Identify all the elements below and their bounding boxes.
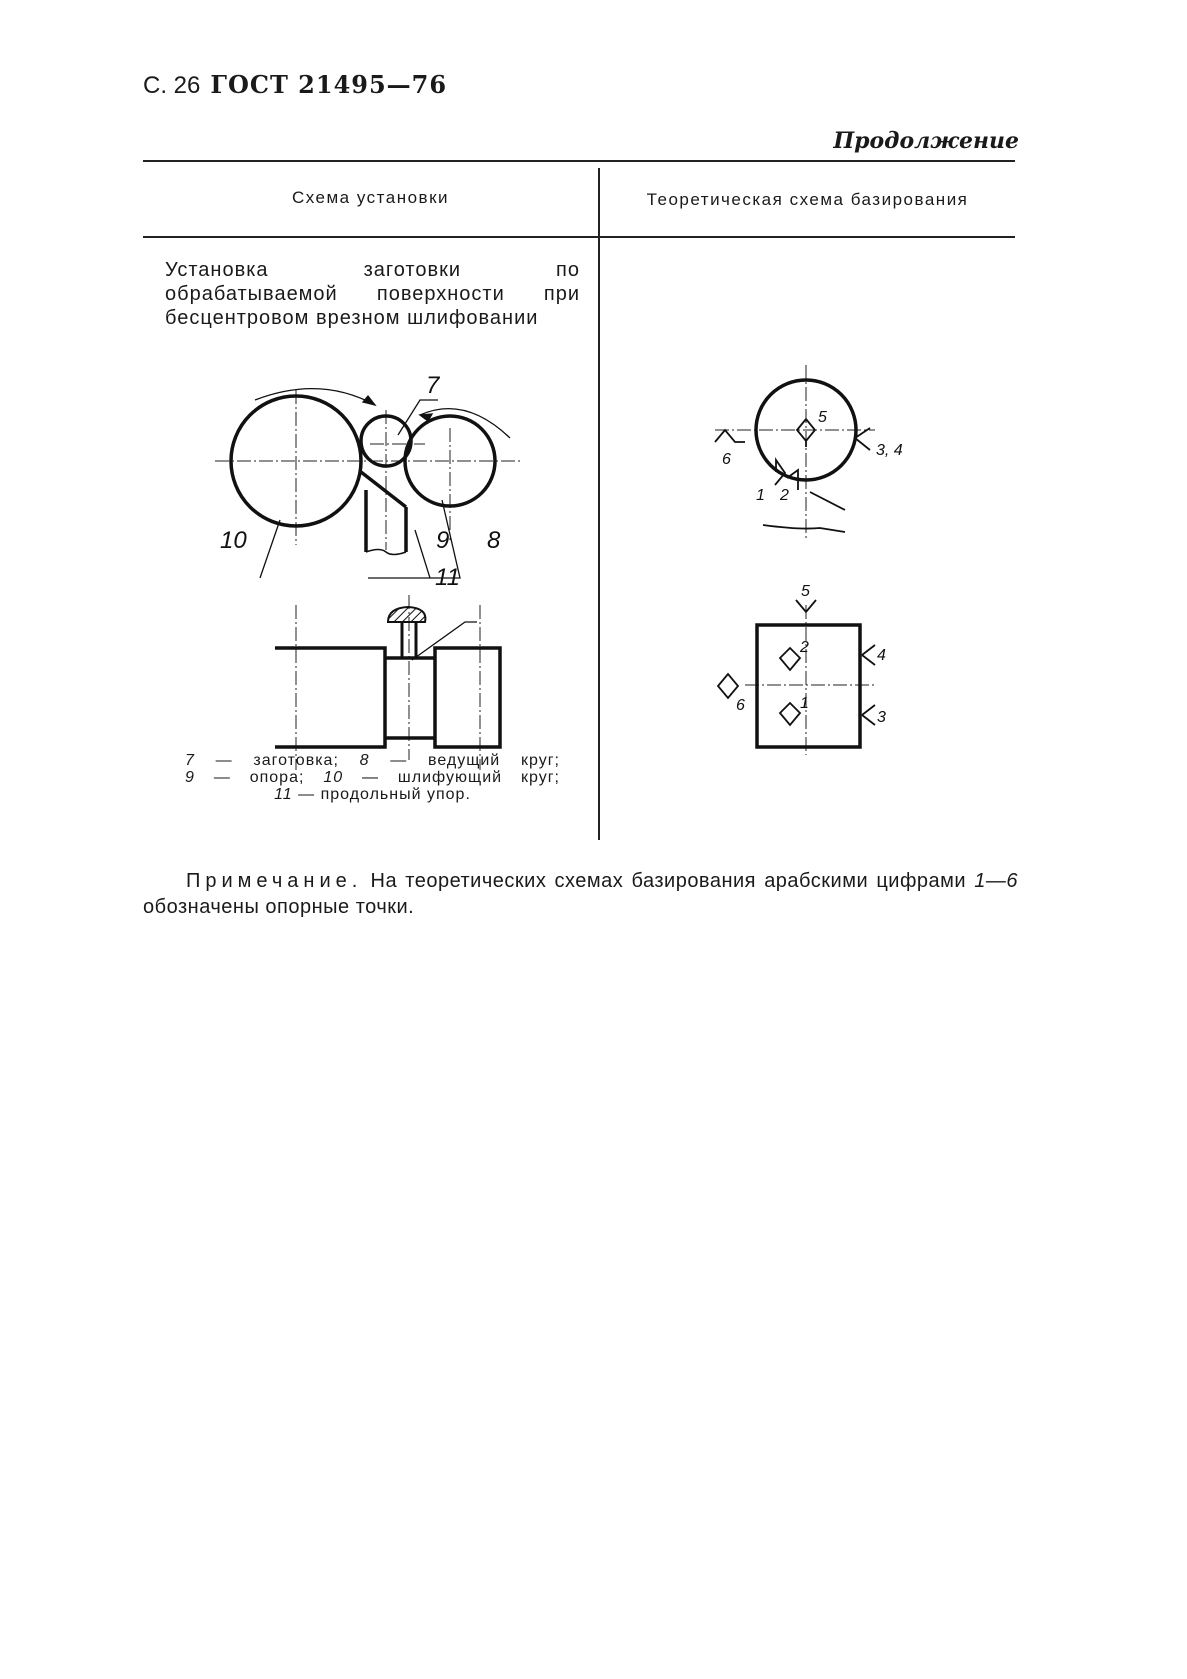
scheme-label: 6 xyxy=(722,451,731,468)
page-number: С. 26 xyxy=(143,72,201,99)
scheme-label: 1 xyxy=(800,695,809,712)
legend-text: — заготовка; xyxy=(215,752,339,769)
label-8: 8 xyxy=(487,527,501,554)
legend-text: — продольный упор. xyxy=(298,786,471,803)
column-header-setup: Схема установки xyxy=(291,188,450,207)
label-10: 10 xyxy=(220,527,247,554)
scheme-label: 4 xyxy=(877,647,886,664)
scheme-label: 5 xyxy=(818,409,827,426)
basing-scheme xyxy=(700,360,903,760)
continuation-label: Продолжение xyxy=(833,128,1019,154)
support-9 xyxy=(361,472,406,552)
scheme-label: 1 xyxy=(756,487,765,504)
note-text: На теоретических схемах базирования арабскими цифрами xyxy=(362,870,975,892)
note xyxy=(143,868,1018,920)
column-header-theory: Теоретическая схема базирования xyxy=(646,190,969,209)
scheme-label: 6 xyxy=(736,697,745,714)
legend-text: — шлифующий круг; xyxy=(362,769,560,786)
label-11: 11 xyxy=(435,564,460,591)
setup-drawing xyxy=(180,360,600,740)
note-text-end: обозначены опорные точки. xyxy=(143,896,415,918)
note-range: 1—6 xyxy=(974,870,1018,892)
stop-head xyxy=(388,607,425,622)
legend-text: — опора; xyxy=(213,769,305,786)
label-7: 7 xyxy=(426,372,440,399)
setup-description xyxy=(165,258,580,330)
scheme-label: 2 xyxy=(800,639,809,656)
page-header xyxy=(143,70,447,100)
label-9: 9 xyxy=(436,527,450,554)
scheme-label: 5 xyxy=(801,583,810,600)
legend-num: 10 xyxy=(323,769,344,786)
standard-number: ГОСТ 21495—76 xyxy=(210,70,448,99)
legend-num: 7 xyxy=(185,752,195,769)
table-header-rule xyxy=(143,236,1015,238)
centerlines xyxy=(215,390,520,770)
legend xyxy=(185,752,560,803)
rotation-arrow-right xyxy=(420,409,510,438)
legend-num: 9 xyxy=(185,769,195,786)
legend-num: 11 xyxy=(274,786,293,803)
scheme-label: 3, 4 xyxy=(876,442,903,459)
scheme-label: 2 xyxy=(780,487,789,504)
table-top-rule xyxy=(143,160,1015,162)
legend-num: 8 xyxy=(359,752,370,769)
rotation-arrow-left xyxy=(255,389,375,405)
legend-text: — ведущий круг; xyxy=(390,752,560,769)
side-view xyxy=(275,648,500,747)
note-title: Примечание. xyxy=(186,870,363,892)
setup-description-text: Установка заготовки по обрабатываемой поверхности при бесцентровом врезном шлифовании xyxy=(165,259,580,329)
scheme-label: 3 xyxy=(877,709,886,726)
